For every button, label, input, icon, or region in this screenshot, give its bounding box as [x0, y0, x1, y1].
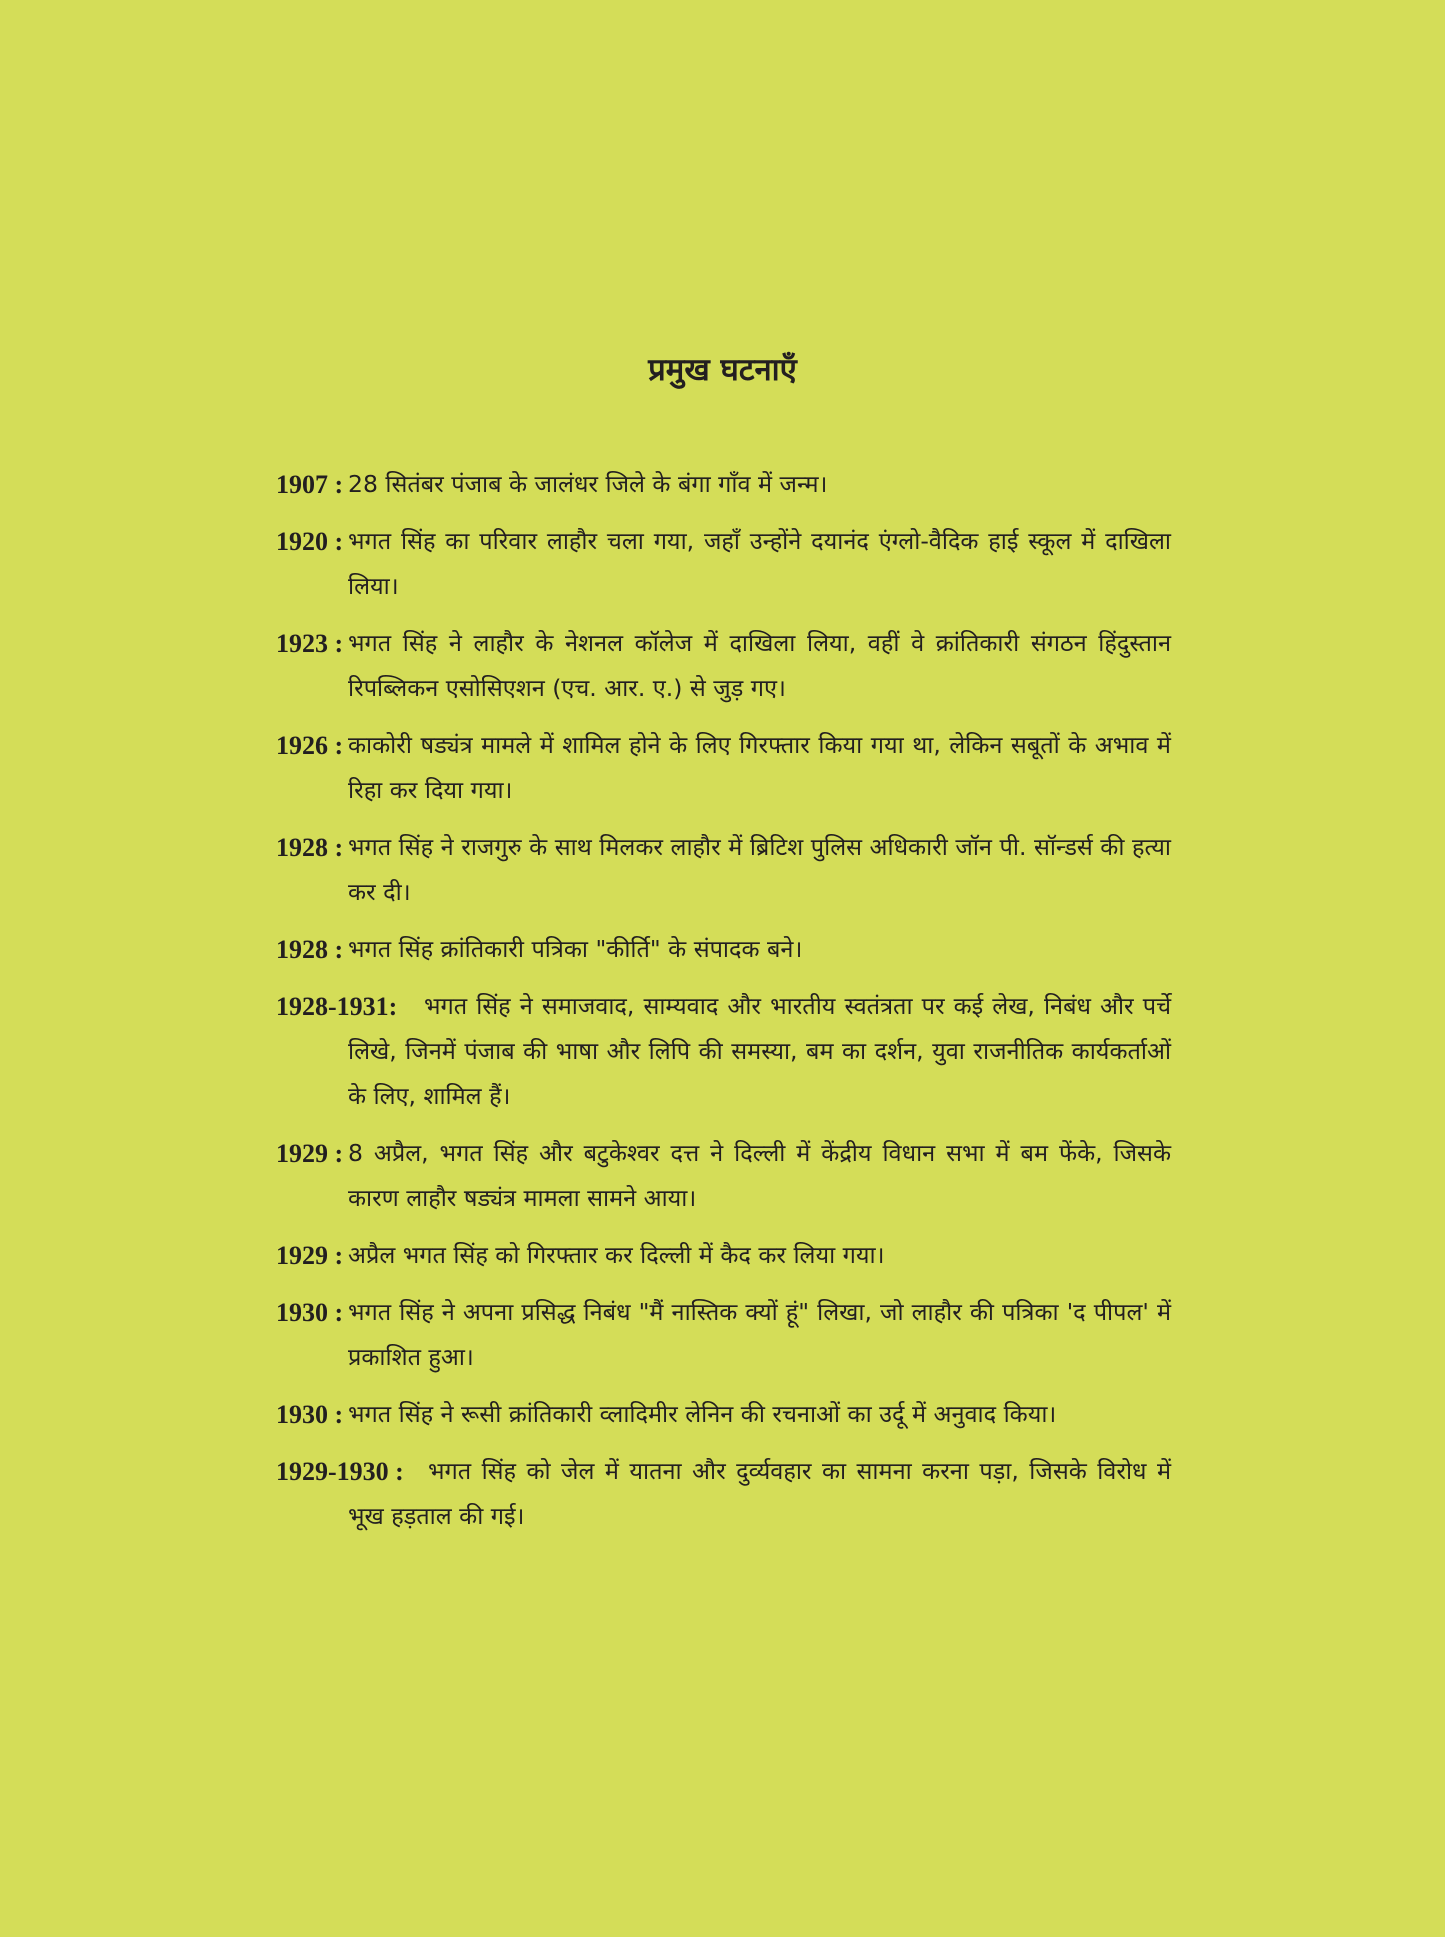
- event-item: [276, 519, 1171, 609]
- event-text: भगत सिंह को जेल में यातना और दुर्व्यवहार का सामना करना पड़ा, जिसके विरोध में भूख हड़ताल की गई।: [348, 1457, 1171, 1530]
- event-text: भगत सिंह का परिवार लाहौर चला गया, जहाँ उन्होंने दयानंद एंग्लो-वैदिक हाई स्कूल में दाखिला लिया।: [348, 527, 1171, 600]
- event-item: [276, 1233, 1171, 1278]
- event-item: [276, 462, 1171, 507]
- event-year: 1930 :: [276, 1298, 344, 1327]
- event-text: भगत सिंह ने राजगुरु के साथ मिलकर लाहौर में ब्रिटिश पुलिस अधिकारी जॉन पी. सॉन्डर्स की हत्या कर दी।: [348, 833, 1171, 906]
- event-text: भगत सिंह ने लाहौर के नेशनल कॉलेज में दाखिला लिया, वहीं वे क्रांतिकारी संगठन हिंदुस्तान रिपब्लिकन एसोसिएशन (एच. आर. ए.) से जुड़ गए।: [348, 629, 1171, 702]
- event-item: [276, 621, 1171, 711]
- event-text: अप्रैल भगत सिंह को गिरफ्तार कर दिल्ली में कैद कर लिया गया।: [348, 1241, 885, 1269]
- event-text: भगत सिंह ने समाजवाद, साम्यवाद और भारतीय स्वतंत्रता पर कई लेख, निबंध और पर्चे लिखे, जिनमें पंजाब की भाषा और लिपि की समस्या, बम का दर्शन, युवा राजनीतिक कार्यकर्ताओं के लिए, शामिल हैं।: [348, 992, 1171, 1110]
- event-year: 1907 :: [276, 470, 344, 499]
- event-year: 1928 :: [276, 833, 344, 862]
- page-title: प्रमुख घटनाएँ: [648, 352, 797, 388]
- event-item: [276, 1131, 1171, 1221]
- event-text: भगत सिंह क्रांतिकारी पत्रिका "कीर्ति" के संपादक बने।: [348, 935, 803, 963]
- event-item: [276, 723, 1171, 813]
- event-year: 1923 :: [276, 629, 344, 658]
- event-text: काकोरी षड्यंत्र मामले में शामिल होने के लिए गिरफ्तार किया गया था, लेकिन सबूतों के अभाव में रिहा कर दिया गया।: [348, 731, 1171, 804]
- event-year: 1926 :: [276, 731, 344, 760]
- event-item: [276, 825, 1171, 915]
- event-text: 28 सितंबर पंजाब के जालंधर जिले के बंगा गाँव में जन्म।: [348, 470, 828, 498]
- event-item: [276, 1449, 1171, 1539]
- event-year: 1930 :: [276, 1400, 344, 1429]
- event-text: भगत सिंह ने अपना प्रसिद्ध निबंध "मैं नास्तिक क्यों हूं" लिखा, जो लाहौर की पत्रिका 'द पीपल' में प्रकाशित हुआ।: [348, 1298, 1171, 1371]
- event-item: [276, 1392, 1171, 1437]
- event-year: 1920 :: [276, 527, 344, 556]
- event-item: [276, 1290, 1171, 1380]
- event-item: [276, 984, 1171, 1119]
- event-year: 1928 :: [276, 935, 344, 964]
- event-text: भगत सिंह ने रूसी क्रांतिकारी व्लादिमीर लेनिन की रचनाओं का उर्दू में अनुवाद किया।: [348, 1400, 1057, 1428]
- event-year: 1929 :: [276, 1241, 344, 1270]
- event-year: 1928-1931:: [276, 992, 398, 1021]
- event-item: [276, 927, 1171, 972]
- event-year: 1929-1930 :: [276, 1457, 404, 1486]
- event-text: 8 अप्रैल, भगत सिंह और बटुकेश्वर दत्त ने दिल्ली में केंद्रीय विधान सभा में बम फेंके, जिसके कारण लाहौर षड्यंत्र मामला सामने आया।: [348, 1139, 1171, 1212]
- events-list: [276, 462, 1171, 1551]
- event-year: 1929 :: [276, 1139, 344, 1168]
